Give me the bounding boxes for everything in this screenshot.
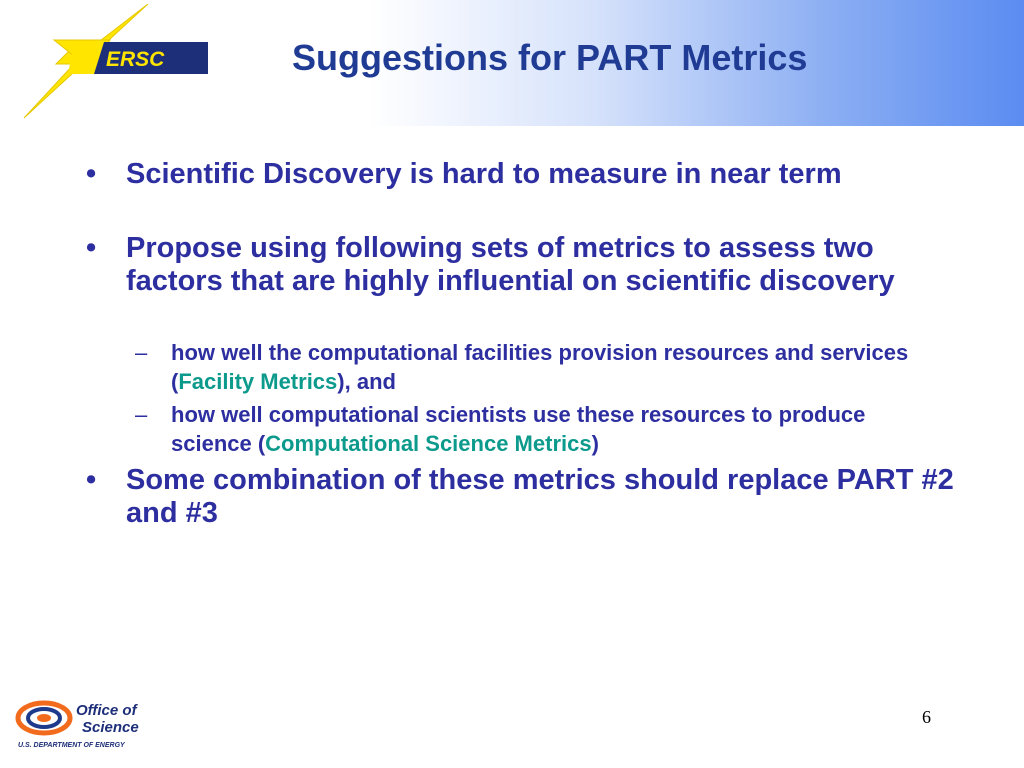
bullet-text: Some combination of these metrics should replace PART #2 and #3 — [126, 464, 954, 529]
dash-marker: – — [135, 340, 148, 365]
slide-title: Suggestions for PART Metrics — [292, 37, 808, 78]
sub-bullet-text: how well computational scientists use these resources to produce science ( — [171, 402, 866, 456]
bullet-marker: • — [86, 464, 97, 496]
nersc-logo — [14, 4, 214, 122]
logo-text: ERSC — [106, 48, 165, 71]
office-of-science-logo — [14, 698, 174, 752]
sub-bullet-2 — [135, 400, 931, 458]
bullet-text: Propose using following sets of metrics to assess two factors that are highly influential on scientific discovery — [126, 232, 895, 297]
bullet-text: Scientific Discovery is hard to measure in near term — [126, 158, 842, 190]
bullet-3 — [86, 464, 956, 530]
org-line-2: Science — [82, 719, 139, 736]
sub-bullet-text-end: ), and — [337, 369, 396, 394]
lightning-bolt-icon — [14, 4, 214, 122]
bullet-1 — [86, 158, 956, 191]
facility-metrics-highlight: Facility Metrics — [178, 369, 338, 394]
dash-marker: – — [135, 402, 148, 427]
dept-name: U.S. DEPARTMENT OF ENERGY — [18, 742, 125, 749]
org-line-1: Office of — [76, 702, 137, 719]
sub-bullet-1 — [135, 338, 931, 396]
sub-bullet-text-end: ) — [591, 431, 599, 456]
sub-bullet-text: how well the computational facilities provision resources and services ( — [171, 340, 909, 394]
page-number: 6 — [922, 707, 931, 727]
bullet-2 — [86, 232, 956, 298]
computational-science-metrics-highlight: Computational Science Metrics — [265, 431, 592, 456]
bullet-marker: • — [86, 232, 97, 264]
doe-swirl-icon — [14, 698, 174, 752]
bullet-marker: • — [86, 158, 97, 190]
